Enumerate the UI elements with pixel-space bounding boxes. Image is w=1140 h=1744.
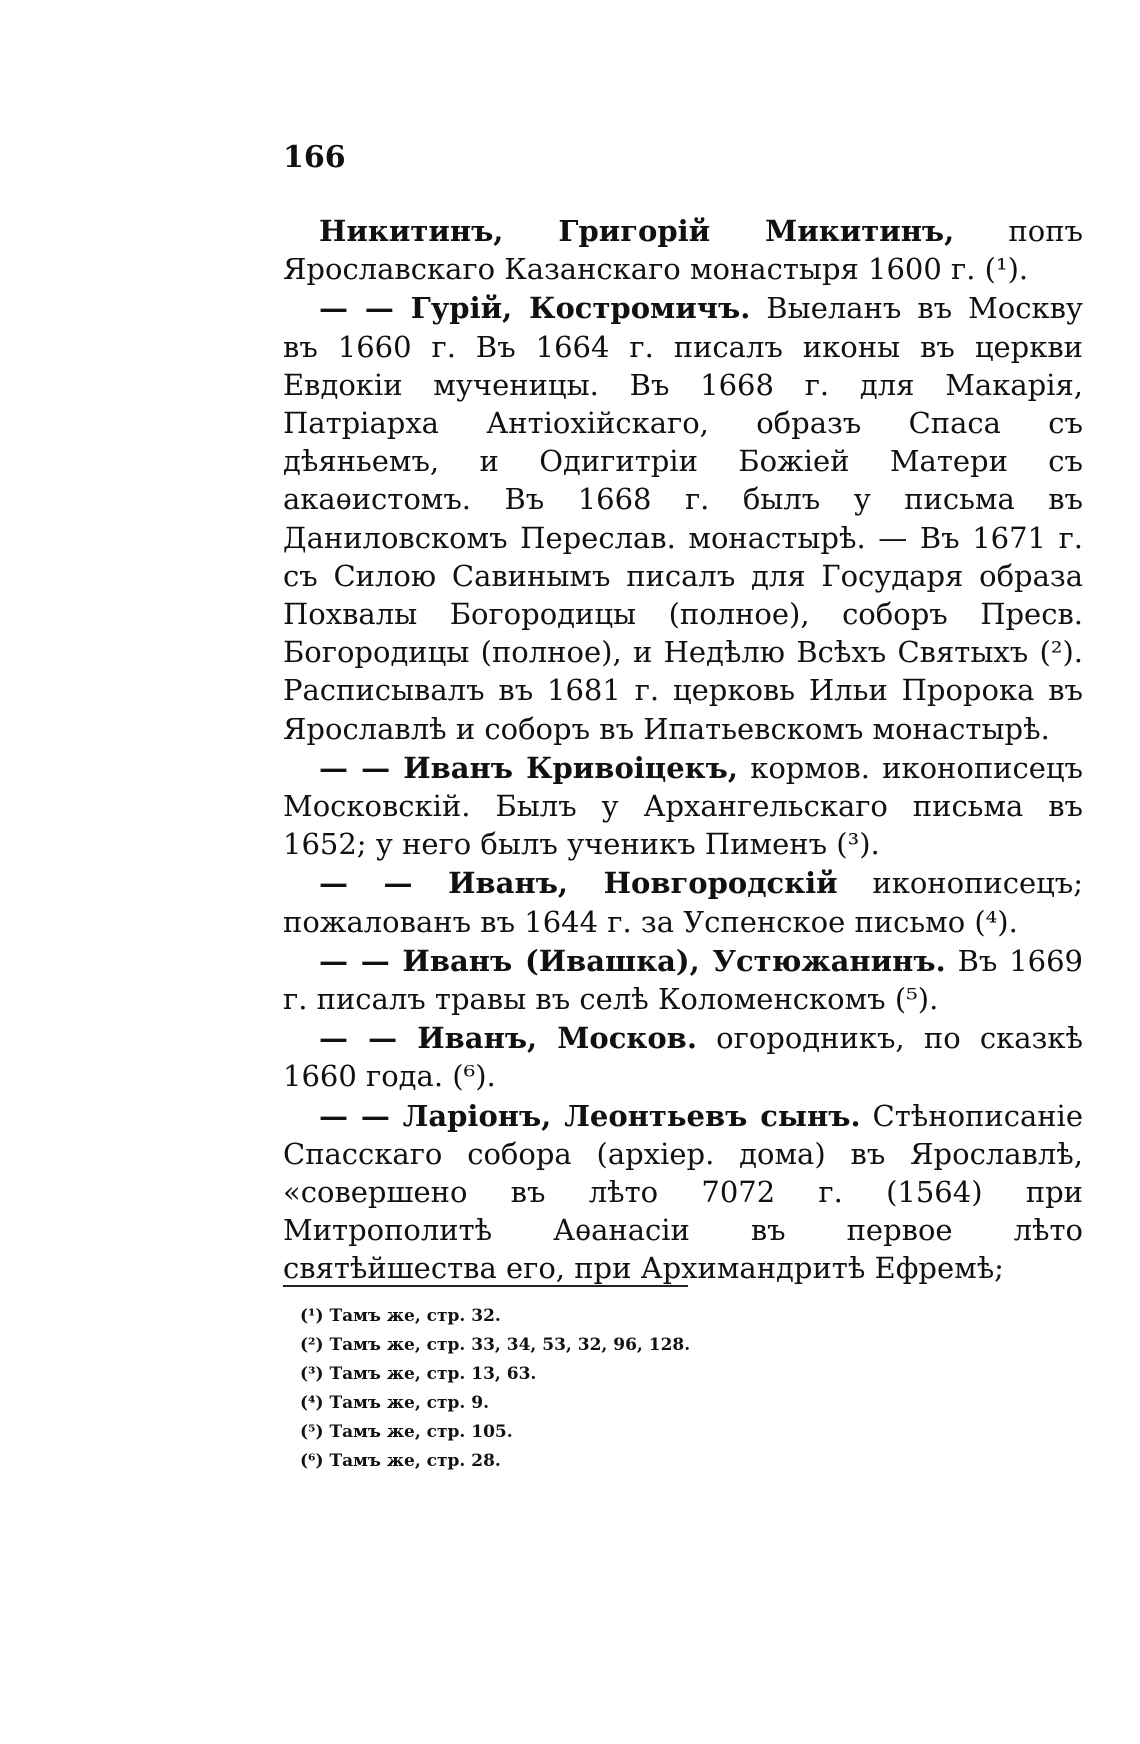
footnote: (³) Тамъ же, стр. 13, 63. [300, 1364, 537, 1384]
entry [283, 212, 1083, 288]
entry-body: Выеланъ въ Москву въ 1660 г. Въ 1664 г. писалъ иконы въ церкви Евдокіи мученицы. Въ 1668 г. для Макарія, Патріарха Антіохійскаго, образъ Спаса съ дѣяньемъ, и Одигитріи Божіей Матери съ акаѳистомъ. Въ 1668 г. былъ у письма въ Даниловскомъ Переслав. монастырѣ. — Въ 1671 г. съ Силою Савинымъ писалъ для Государя образа Похвалы Богородицы (полное), соборъ Пресв. Богородицы (полное), и Недѣлю Всѣхъ Святыхъ (²). Расписывалъ въ 1681 г. церковь Ильи Пророка въ Ярославлѣ и соборъ въ Ипатьевскомъ монастырѣ. [283, 291, 1083, 746]
entry [283, 749, 1083, 864]
entry-body: иконописецъ; пожалованъ въ 1644 г. за Успенское письмо (⁴). [283, 866, 1084, 939]
entry-lead: — — Иванъ (Ивашка), Устюжанинъ. [319, 943, 946, 978]
footnote: (⁵) Тамъ же, стр. 105. [300, 1422, 513, 1442]
footnote: (²) Тамъ же, стр. 33, 34, 53, 32, 96, 128. [300, 1335, 691, 1355]
entry-lead: — — Иванъ, Москов. [319, 1021, 697, 1056]
entry-lead: Никитинъ, Григорій Микитинъ, [319, 214, 955, 248]
footnote: (¹) Тамъ же, стр. 32. [300, 1306, 501, 1326]
entry [283, 1097, 1083, 1288]
page-number: 166 [283, 140, 346, 175]
entry-body: кормов. иконописецъ Московскій. Былъ у Архангельскаго письма въ 1652; у него былъ ученикъ Пименъ (³). [283, 750, 1084, 862]
footnotes [300, 1302, 690, 1476]
entry [283, 864, 1083, 940]
entry-lead: — — Иванъ, Новгородскій [319, 866, 838, 901]
entry-body: попъ Ярославскаго Казанскаго монастыря 1600 г. (¹). [283, 214, 1083, 287]
main-text [283, 212, 1083, 1289]
entry-lead: — — Гурій, Костромичъ. [319, 291, 751, 326]
entry-body: Въ 1669 г. писалъ травы въ селѣ Коломенскомъ (⁵). [283, 943, 1083, 1017]
footnote-divider [283, 1285, 688, 1287]
footnote: (⁶) Тамъ же, стр. 28. [300, 1451, 501, 1471]
footnote: (⁴) Тамъ же, стр. 9. [300, 1393, 490, 1413]
entry-body: Стѣнописаніе Спасскаго собора (архіер. дома) въ Ярославлѣ, «совершено въ лѣто 7072 г. (1564) при Митрополитѣ Аѳанасіи въ первое лѣто святѣйшества его, при Архимандритѣ Ефремѣ; [283, 1098, 1083, 1286]
entry [283, 1019, 1083, 1095]
entry-lead: — — Ларіонъ, Леонтьевъ сынъ. [319, 1098, 861, 1133]
entry [283, 289, 1083, 747]
entry [283, 942, 1083, 1018]
entry-lead: — — Иванъ Кривоіцекъ, [319, 750, 738, 785]
entry-body: огородникъ, по сказкѣ 1660 года. (⁶). [283, 1021, 1083, 1094]
